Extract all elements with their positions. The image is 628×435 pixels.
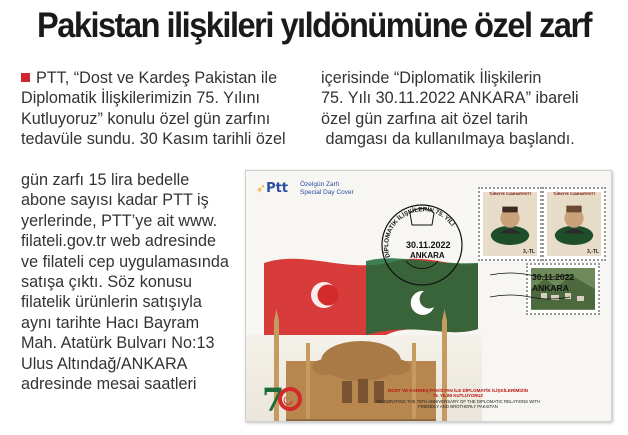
article-column-1 — [21, 68, 291, 150]
cancellation-date: 30.11.2022 — [532, 272, 575, 282]
postage-stamp-portrait-1: TÜRKİYE CUMHURİYETİ 3,-TL — [478, 187, 542, 261]
article-line: damgası da kullanılmaya başlandı. — [321, 130, 575, 149]
article-line: filatelik ürünlerin satışıyla — [21, 293, 202, 312]
cancellation-city: ANKARA — [532, 283, 569, 293]
ptt-bird-icon: ➶ — [256, 181, 267, 195]
ptt-logo: ➶Ptt — [256, 181, 289, 196]
postmark-date: 30.11.2022 — [406, 240, 451, 250]
postage-stamp-portrait-2: TÜRKİYE CUMHURİYETİ 3,-TL — [542, 187, 606, 261]
article-line: tedavüle sundu. 30 Kasım tarihli özel — [21, 130, 286, 149]
portrait-icon — [483, 197, 537, 245]
article-line: Ulus Altındağ/ANKARA — [21, 354, 188, 373]
article-line: PTT, “Dost ve Kardeş Pakistan ile — [21, 68, 291, 88]
bullet-marker — [21, 73, 30, 82]
special-day-cover-image — [245, 170, 612, 422]
article-line: Mah. Atatürk Bulvarı No:13 — [21, 334, 215, 353]
postmark-city: ANKARA — [410, 251, 445, 260]
article-line: yerlerinde, PTT’ye ait www. — [21, 211, 218, 230]
cover-type-label: Özelgün Zarfı Special Day Cover — [300, 181, 354, 196]
article-line: içerisinde “Diplomatik İlişkilerin — [321, 69, 542, 87]
postmark-arc-text: DİPLOMATİK İLİŞKİLERİN 75. YILI — [383, 206, 456, 259]
portrait-icon — [547, 197, 601, 245]
article-line: 75. Yılı 30.11.2022 ANKARA” ibareli — [321, 89, 579, 108]
article-headline: Pakistan ilişkileri yıldönümüne özel zarf — [36, 6, 592, 45]
svg-text:7: 7 — [262, 381, 285, 415]
article-line: ve filateli cep uygulamasında — [21, 252, 229, 271]
article-line: adresinde mesai saatleri — [21, 375, 197, 394]
article-line: satışa çıktı. Söz konusu — [21, 273, 192, 292]
article-line: abone sayısı kadar PTT iş — [21, 191, 209, 210]
article-line: Kutluyoruz” konulu özel gün zarfını — [21, 109, 271, 128]
article-column-2 — [321, 68, 611, 150]
article-line: gün zarfı 15 lira bedelle — [21, 171, 190, 189]
cover-caption: DOST VE KARDEŞ PAKİSTAN İLE DİPLOMATİK İLİŞKİLERİMİZİN 75. YILINI KUTLUYORUZ CELEBRATING THE 75TH ANNIVERSARY OF THE DIPLOMATIC RELATIONS WITH FRIENDLY AND BROTHERLY PAKISTAN — [375, 388, 541, 409]
75th-anniversary-logo — [260, 379, 304, 415]
article-column-1-continued — [21, 170, 236, 394]
article-line: Diplomatik İlişkilerimizin 75. Yılını — [21, 89, 260, 108]
article-line: filateli.gov.tr web adresinde — [21, 232, 216, 251]
article-line: özel gün zarfına ait özel tarih — [321, 109, 528, 128]
article-line: aynı tarihte Hacı Bayram — [21, 313, 200, 332]
